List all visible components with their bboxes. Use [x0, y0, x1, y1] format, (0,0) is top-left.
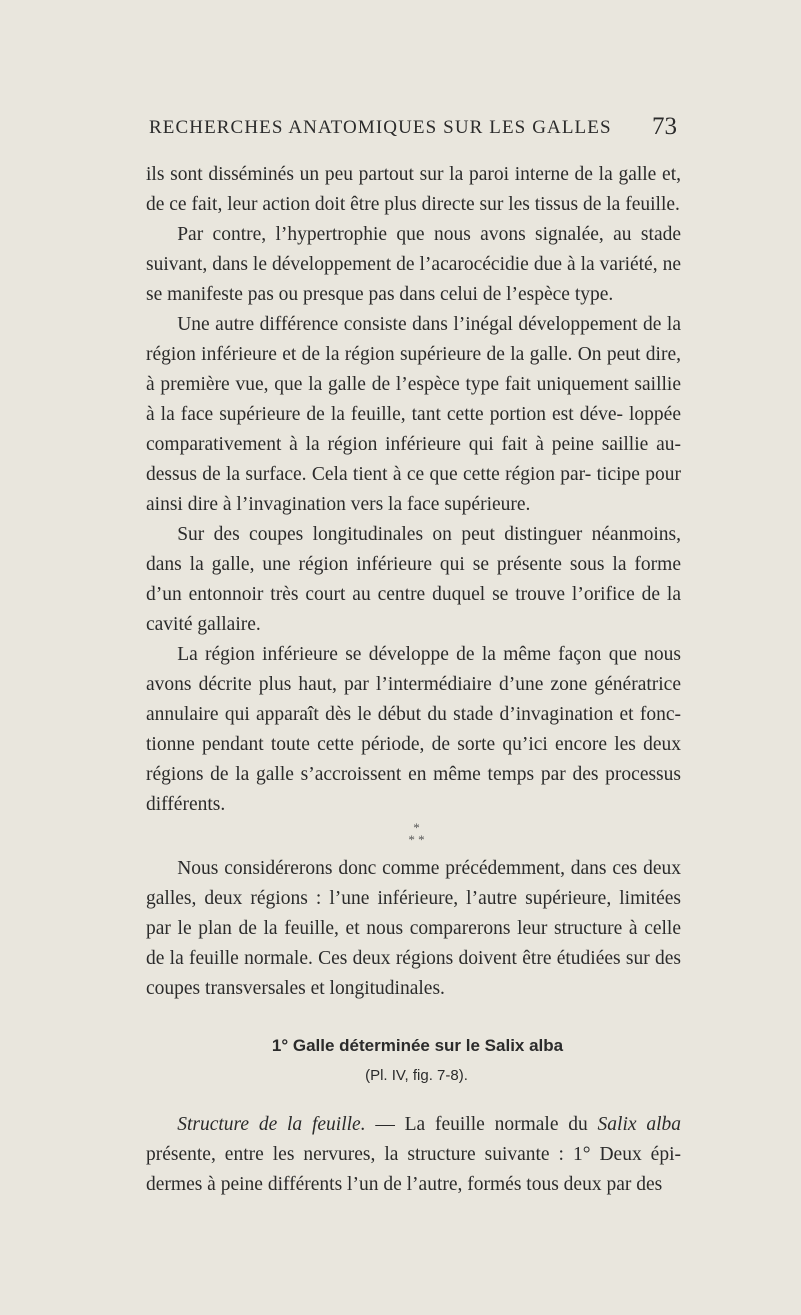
section-heading: 1° Galle déterminée sur le Salix alba	[271, 1036, 564, 1055]
paragraph: Par contre, l’hypertrophie que nous avons signalée, au stade suivant, dans le développement de l’acarocécidie due à la variété, ne se manifeste pas ou presque pas dans celui de l’espèce type.	[146, 224, 681, 305]
subsection-title: Structure de la feuille.	[177, 1114, 366, 1135]
asterism-top: *	[413, 820, 420, 835]
asterism-bottom: * *	[408, 832, 425, 847]
figure-reference: (Pl. IV, fig. 7-8).	[365, 1067, 468, 1084]
paragraph-text: présente, entre les nervures, la structure suivante : 1° Deux épi- dermes à peine différents l’un de l’autre, formés tous deux par des	[146, 1144, 681, 1195]
paragraph: La région inférieure se développe de la même façon que nous avons décrite plus haut, par l’intermédiaire d’une zone génératrice annulaire qui apparaît dès le début du stade d’invagination et fonc- tionne pendant toute cette période, de sorte qu’ici encore les deux régions de la galle s’accroissent en même temps par des processus différents.	[146, 644, 681, 815]
body-text	[146, 160, 681, 1200]
species-name: Salix alba	[597, 1114, 681, 1135]
page-number: 73	[652, 113, 677, 140]
paragraph-structure	[146, 1110, 681, 1200]
running-title: RECHERCHES ANATOMIQUES SUR LES GALLES	[149, 117, 612, 138]
paragraph: Sur des coupes longitudinales on peut distinguer néanmoins, dans la galle, une région inférieure qui se présente sous la forme d’un entonnoir très court au centre duquel se trouve l’orifice de la cavité gallaire.	[146, 524, 681, 635]
paragraph-text: — La feuille normale du	[365, 1114, 598, 1135]
paragraph: ils sont disséminés un peu partout sur la paroi interne de la galle et, de ce fait, leur action doit être plus directe sur les tissus de la feuille.	[146, 164, 681, 215]
asterism-divider	[146, 822, 681, 846]
paragraph: Une autre différence consiste dans l’inégal développement de la région inférieure et de la région supérieure de la galle. On peut dire, à première vue, que la galle de l’espèce type fait uniquement saillie à la face supérieure de la feuille, tant cette portion est déve- loppée comparativement à la région inférieure qui fait à peine saillie au-dessus de la surface. Cela tient à ce que cette région par- ticipe pour ainsi dire à l’invagination vers la face supérieure.	[146, 314, 681, 515]
paragraph: Nous considérerons donc comme précédemment, dans ces deux galles, deux régions : l’une inférieure, l’autre supérieure, limitées par le plan de la feuille, et nous comparerons leur structure à celle de la feuille normale. Ces deux régions doivent être étudiées sur des coupes transversales et longitudinales.	[146, 858, 681, 999]
running-header	[149, 113, 677, 147]
